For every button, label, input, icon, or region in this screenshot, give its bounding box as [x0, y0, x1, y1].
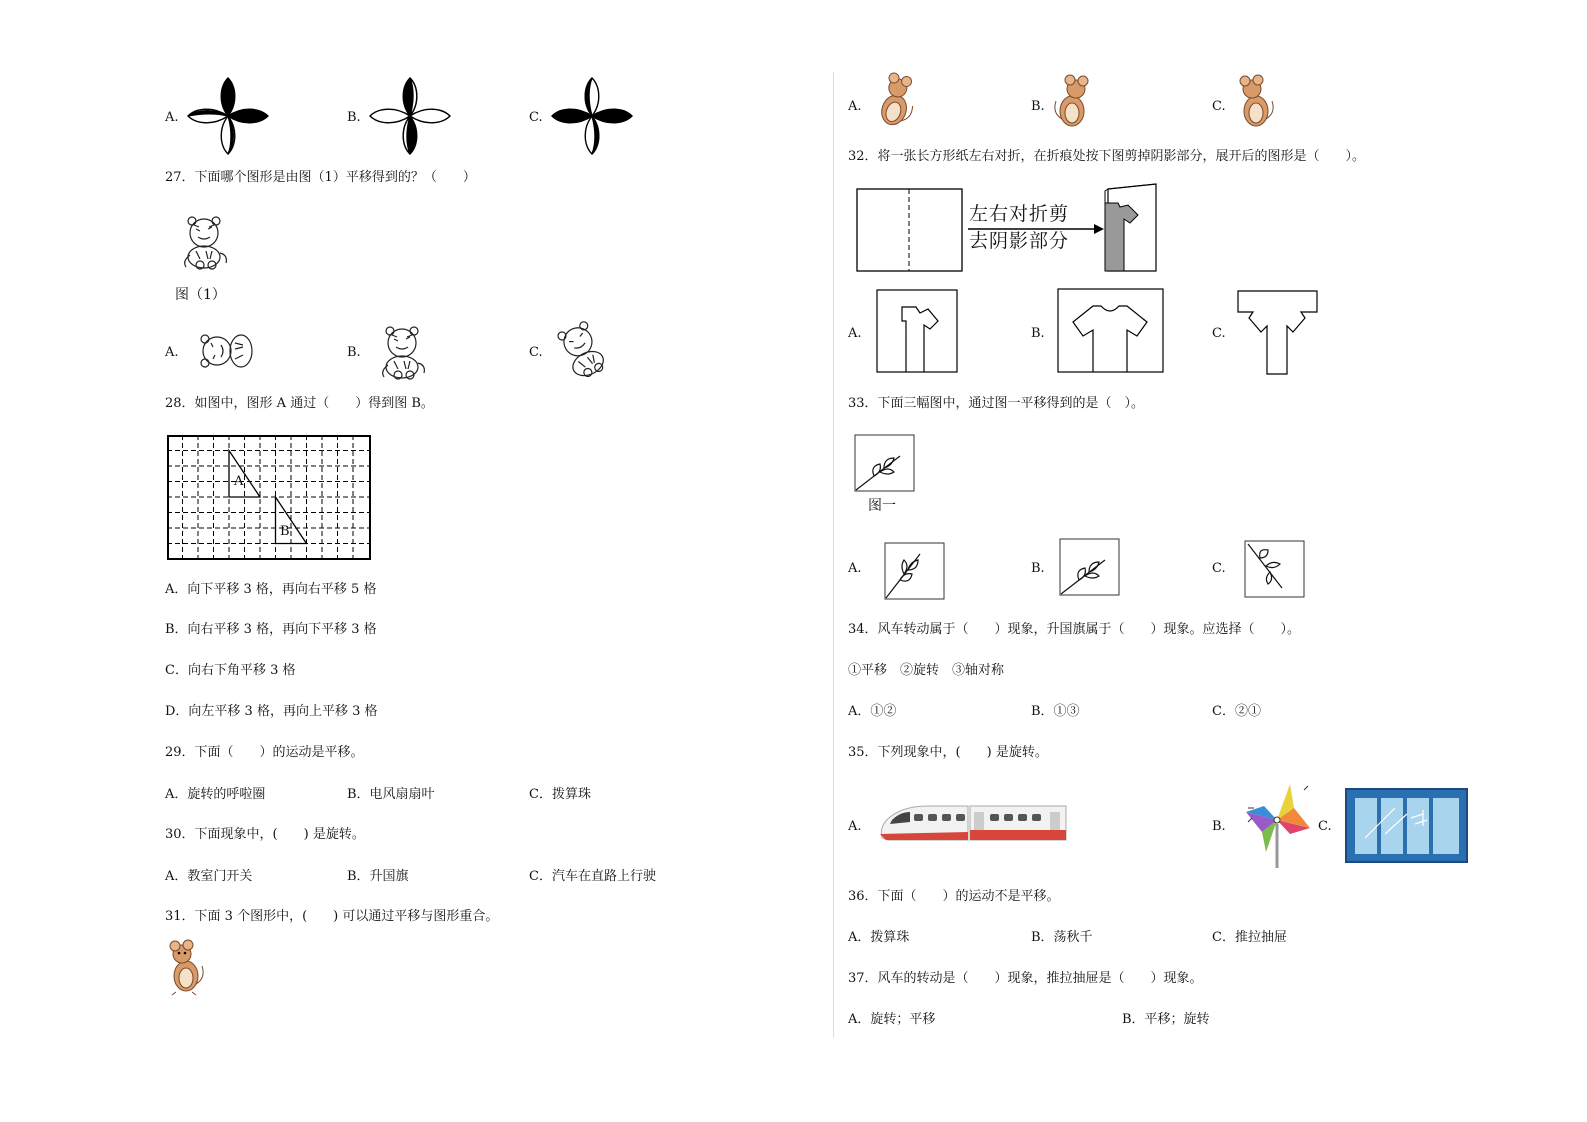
q32-shape-option-c[interactable] [1237, 290, 1321, 376]
q35-option-a-label: A. [848, 819, 862, 834]
q35-train-figure[interactable] [878, 800, 1070, 846]
q36-choice-c[interactable]: C．推拉抽屉 [1212, 930, 1287, 945]
q37-stem: 37．风车的转动是（ ）现象，推拉抽屉是（ ）现象。 [848, 971, 1203, 986]
q26-option-c-label: C. [529, 110, 543, 125]
q32-option-a-label: A. [848, 326, 862, 341]
q27-option-b-label: B. [347, 345, 361, 360]
q37-choice-b[interactable]: B．平移；旋转 [1122, 1012, 1210, 1027]
q30-choice-a[interactable]: A．教室门开关 [165, 869, 253, 884]
q34-choice-b[interactable]: B．①③ [1031, 704, 1080, 719]
q26-flower-b-figure[interactable] [370, 78, 450, 154]
q31-option-b-label: B. [1031, 99, 1045, 114]
q33-leaf-option-b[interactable] [1059, 538, 1123, 600]
q34-choice-a[interactable]: A．①② [848, 704, 897, 719]
q32-stem: 32．将一张长方形纸左右对折，在折痕处按下图剪掉阴影部分，展开后的图形是（ ）。 [848, 149, 1366, 164]
q31-stem: 31．下面 3 个图形中，( ) 可以通过平移与图形重合。 [165, 909, 499, 924]
q29-choice-b[interactable]: B．电风扇扇叶 [347, 787, 435, 802]
q31-option-c-label: C. [1212, 99, 1226, 114]
q35-option-b-label: B. [1212, 819, 1226, 834]
q36-stem: 36．下面（ ）的运动不是平移。 [848, 889, 1060, 904]
q33-figure-caption: 图一 [868, 498, 896, 514]
q32-instruction-line1: 左右对折剪 [969, 203, 1070, 225]
q29-choice-c[interactable]: C．拨算珠 [529, 787, 591, 802]
q34-choice-c[interactable]: C．②① [1212, 704, 1261, 719]
column-divider [833, 72, 834, 1038]
q27-tiger-option-b[interactable] [374, 325, 434, 381]
q36-choice-b[interactable]: B．荡秋千 [1031, 930, 1093, 945]
q26-option-a-label: A. [165, 110, 179, 125]
q29-choice-a[interactable]: A．旋转的呼啦圈 [165, 787, 266, 802]
q34-legend: ①平移 ②旋转 ③轴对称 [848, 663, 1005, 678]
q28-stem: 28．如图中，图形 A 通过（ ）得到图 B。 [165, 396, 434, 411]
q28-label-a: A [234, 474, 244, 489]
q34-stem: 34．风车转动属于（ ）现象，升国旗属于（ ）现象。应选择（ ）。 [848, 622, 1301, 637]
q31-option-a-label: A. [848, 99, 862, 114]
q35-window-figure[interactable] [1345, 788, 1469, 864]
q28-choice-c[interactable]: C．向右下角平移 3 格 [165, 663, 296, 678]
q28-label-b: B [280, 524, 290, 539]
q30-stem: 30．下面现象中，( ) 是旋转。 [165, 827, 365, 842]
q33-stem: 33．下面三幅图中，通过图一平移得到的是（ ）。 [848, 396, 1145, 411]
q32-instruction-line2: 去阴影部分 [969, 230, 1070, 252]
q27-tiger-figure-1 [176, 215, 236, 271]
q27-option-a-label: A. [165, 345, 179, 360]
q31-mouse-option-a[interactable] [872, 75, 924, 133]
q29-stem: 29．下面（ ）的运动是平移。 [165, 745, 364, 760]
q32-option-c-label: C. [1212, 326, 1226, 341]
q26-flower-a-figure[interactable] [188, 78, 268, 154]
q26-option-b-label: B. [347, 110, 361, 125]
q37-choice-a[interactable]: A．旋转；平移 [848, 1012, 936, 1027]
q33-option-b-label: B. [1031, 561, 1045, 576]
q28-choice-d[interactable]: D．向左平移 3 格，再向上平移 3 格 [165, 704, 378, 719]
q35-pinwheel-figure[interactable] [1244, 782, 1314, 870]
q35-option-c-label: C. [1318, 819, 1332, 834]
q27-figure-caption: 图（1） [175, 287, 226, 303]
q28-choice-b[interactable]: B．向右平移 3 格，再向下平移 3 格 [165, 622, 377, 637]
q27-tiger-option-a[interactable] [195, 325, 265, 375]
q30-choice-c[interactable]: C．汽车在直路上行驶 [529, 869, 656, 884]
q26-flower-c-figure[interactable] [552, 78, 632, 154]
q28-choice-a[interactable]: A．向下平移 3 格，再向右平移 5 格 [165, 582, 377, 597]
q33-leaf-option-c[interactable] [1244, 540, 1308, 602]
q32-option-b-label: B. [1031, 326, 1045, 341]
q30-choice-b[interactable]: B．升国旗 [347, 869, 409, 884]
q33-leaf-option-a[interactable] [882, 540, 946, 602]
q31-mouse-option-c[interactable] [1232, 75, 1276, 133]
q32-shape-option-b[interactable] [1057, 288, 1165, 374]
q31-mouse-option-b[interactable] [1052, 75, 1096, 133]
q32-folding-diagram [856, 183, 1161, 273]
q33-leaf-figure-1 [854, 434, 916, 494]
q27-tiger-option-c[interactable] [554, 322, 618, 378]
q27-option-c-label: C. [529, 345, 543, 360]
q32-shape-option-a[interactable] [876, 289, 960, 375]
q31-mouse-reference [162, 940, 206, 996]
q28-grid-figure [167, 435, 372, 561]
q33-option-c-label: C. [1212, 561, 1226, 576]
q33-option-a-label: A. [848, 561, 862, 576]
q36-choice-a[interactable]: A．拨算珠 [848, 930, 910, 945]
q27-stem: 27．下面哪个图形是由图（1）平移得到的？（ ） [165, 170, 476, 185]
q35-stem: 35．下列现象中，( ) 是旋转。 [848, 745, 1048, 760]
